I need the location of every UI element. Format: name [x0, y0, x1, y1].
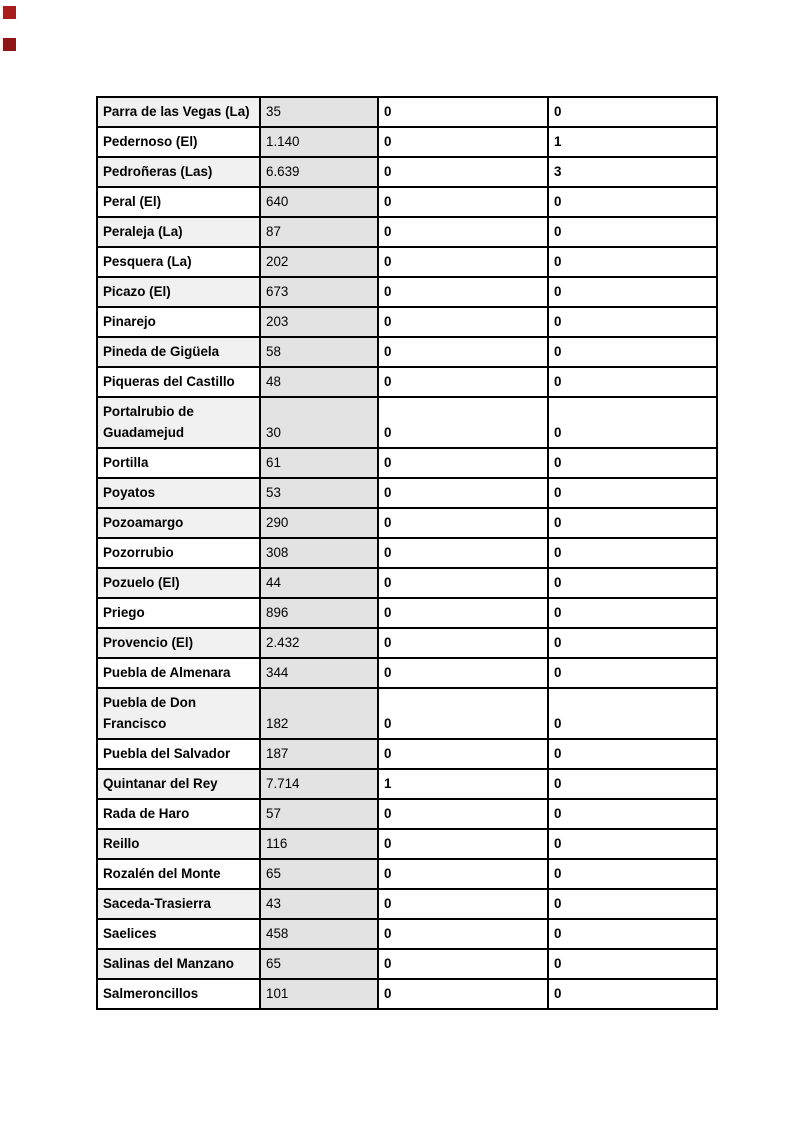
count-b-value: 0 — [548, 829, 717, 859]
count-b-value: 0 — [548, 187, 717, 217]
municipality-name: Pedroñeras (Las) — [97, 157, 260, 187]
municipality-name: Quintanar del Rey — [97, 769, 260, 799]
count-a-value: 0 — [378, 979, 548, 1009]
table-row — [97, 247, 717, 277]
population-value: 6.639 — [260, 157, 378, 187]
count-a-value: 0 — [378, 658, 548, 688]
table-row — [97, 598, 717, 628]
count-a-value: 0 — [378, 568, 548, 598]
count-a-value: 0 — [378, 448, 548, 478]
count-a-value: 0 — [378, 337, 548, 367]
count-a-value: 0 — [378, 628, 548, 658]
count-b-value: 0 — [548, 448, 717, 478]
table-row — [97, 337, 717, 367]
table-row — [97, 187, 717, 217]
population-value: 203 — [260, 307, 378, 337]
table-row — [97, 448, 717, 478]
municipality-name: Saceda-Trasierra — [97, 889, 260, 919]
municipality-name: Puebla de Almenara — [97, 658, 260, 688]
count-a-value: 0 — [378, 187, 548, 217]
municipality-name: Pesquera (La) — [97, 247, 260, 277]
count-a-value: 0 — [378, 859, 548, 889]
count-b-value: 0 — [548, 508, 717, 538]
population-value: 58 — [260, 337, 378, 367]
count-a-value: 0 — [378, 127, 548, 157]
count-a-value: 0 — [378, 247, 548, 277]
table-row — [97, 367, 717, 397]
municipality-name: Priego — [97, 598, 260, 628]
population-value: 187 — [260, 739, 378, 769]
population-value: 43 — [260, 889, 378, 919]
population-value: 116 — [260, 829, 378, 859]
municipality-name: Piqueras del Castillo — [97, 367, 260, 397]
population-value: 290 — [260, 508, 378, 538]
municipality-name: Rada de Haro — [97, 799, 260, 829]
count-a-value: 0 — [378, 217, 548, 247]
population-value: 30 — [260, 397, 378, 448]
count-a-value: 0 — [378, 508, 548, 538]
table-row — [97, 889, 717, 919]
table-row — [97, 829, 717, 859]
population-value: 2.432 — [260, 628, 378, 658]
table-row — [97, 658, 717, 688]
municipality-name: Pozoamargo — [97, 508, 260, 538]
population-value: 458 — [260, 919, 378, 949]
count-a-value: 0 — [378, 157, 548, 187]
count-b-value: 3 — [548, 157, 717, 187]
table-row — [97, 478, 717, 508]
population-value: 182 — [260, 688, 378, 739]
municipality-name: Salmeroncillos — [97, 979, 260, 1009]
municipality-name: Provencio (El) — [97, 628, 260, 658]
population-value: 48 — [260, 367, 378, 397]
table-body — [97, 97, 717, 1009]
count-b-value: 1 — [548, 127, 717, 157]
count-b-value: 0 — [548, 688, 717, 739]
table-row — [97, 97, 717, 127]
count-b-value: 0 — [548, 889, 717, 919]
count-b-value: 0 — [548, 598, 717, 628]
municipality-name: Pozuelo (El) — [97, 568, 260, 598]
count-b-value: 0 — [548, 277, 717, 307]
count-b-value: 0 — [548, 739, 717, 769]
count-a-value: 0 — [378, 397, 548, 448]
count-a-value: 0 — [378, 367, 548, 397]
count-a-value: 0 — [378, 949, 548, 979]
table-row — [97, 949, 717, 979]
table-row — [97, 217, 717, 247]
table-row — [97, 397, 717, 448]
municipality-name: Salinas del Manzano — [97, 949, 260, 979]
population-value: 65 — [260, 949, 378, 979]
municipality-name: Puebla de Don Francisco — [97, 688, 260, 739]
population-value: 1.140 — [260, 127, 378, 157]
municipality-name: Saelices — [97, 919, 260, 949]
table-row — [97, 628, 717, 658]
municipality-name: Reillo — [97, 829, 260, 859]
count-a-value: 0 — [378, 739, 548, 769]
table-row — [97, 538, 717, 568]
municipality-name: Portalrubio de Guadamejud — [97, 397, 260, 448]
count-a-value: 1 — [378, 769, 548, 799]
count-b-value: 0 — [548, 799, 717, 829]
municipality-name: Peral (El) — [97, 187, 260, 217]
count-b-value: 0 — [548, 859, 717, 889]
municipality-name: Peraleja (La) — [97, 217, 260, 247]
count-a-value: 0 — [378, 277, 548, 307]
count-a-value: 0 — [378, 478, 548, 508]
population-value: 896 — [260, 598, 378, 628]
count-b-value: 0 — [548, 538, 717, 568]
municipality-name: Parra de las Vegas (La) — [97, 97, 260, 127]
count-b-value: 0 — [548, 397, 717, 448]
count-b-value: 0 — [548, 628, 717, 658]
table-row — [97, 769, 717, 799]
table-row — [97, 739, 717, 769]
municipality-name: Puebla del Salvador — [97, 739, 260, 769]
population-value: 65 — [260, 859, 378, 889]
count-b-value: 0 — [548, 769, 717, 799]
municipality-name: Poyatos — [97, 478, 260, 508]
count-b-value: 0 — [548, 979, 717, 1009]
table-row — [97, 157, 717, 187]
table-row — [97, 127, 717, 157]
municipalities-table — [96, 96, 718, 1010]
count-a-value: 0 — [378, 598, 548, 628]
population-value: 57 — [260, 799, 378, 829]
municipality-name: Pozorrubio — [97, 538, 260, 568]
population-value: 53 — [260, 478, 378, 508]
count-b-value: 0 — [548, 217, 717, 247]
red-square-marker-icon — [3, 38, 16, 51]
table-row — [97, 859, 717, 889]
population-value: 640 — [260, 187, 378, 217]
population-value: 673 — [260, 277, 378, 307]
table-row — [97, 919, 717, 949]
count-a-value: 0 — [378, 889, 548, 919]
count-b-value: 0 — [548, 658, 717, 688]
red-square-marker-icon — [3, 6, 16, 19]
table-row — [97, 979, 717, 1009]
count-a-value: 0 — [378, 799, 548, 829]
count-a-value: 0 — [378, 829, 548, 859]
municipality-name: Pedernoso (El) — [97, 127, 260, 157]
population-value: 344 — [260, 658, 378, 688]
table-row — [97, 508, 717, 538]
population-value: 61 — [260, 448, 378, 478]
population-value: 44 — [260, 568, 378, 598]
population-value: 101 — [260, 979, 378, 1009]
population-value: 35 — [260, 97, 378, 127]
population-value: 87 — [260, 217, 378, 247]
table-row — [97, 277, 717, 307]
population-value: 202 — [260, 247, 378, 277]
municipality-name: Rozalén del Monte — [97, 859, 260, 889]
count-b-value: 0 — [548, 568, 717, 598]
municipality-name: Picazo (El) — [97, 277, 260, 307]
population-value: 7.714 — [260, 769, 378, 799]
count-b-value: 0 — [548, 367, 717, 397]
table-row — [97, 799, 717, 829]
municipality-name: Portilla — [97, 448, 260, 478]
count-a-value: 0 — [378, 688, 548, 739]
municipality-name: Pinarejo — [97, 307, 260, 337]
table-row — [97, 688, 717, 739]
count-a-value: 0 — [378, 307, 548, 337]
count-a-value: 0 — [378, 538, 548, 568]
count-b-value: 0 — [548, 337, 717, 367]
table-row — [97, 568, 717, 598]
count-a-value: 0 — [378, 97, 548, 127]
count-b-value: 0 — [548, 478, 717, 508]
municipality-name: Pineda de Gigüela — [97, 337, 260, 367]
count-b-value: 0 — [548, 97, 717, 127]
table-row — [97, 307, 717, 337]
count-b-value: 0 — [548, 307, 717, 337]
count-a-value: 0 — [378, 919, 548, 949]
population-value: 308 — [260, 538, 378, 568]
count-b-value: 0 — [548, 919, 717, 949]
count-b-value: 0 — [548, 949, 717, 979]
count-b-value: 0 — [548, 247, 717, 277]
